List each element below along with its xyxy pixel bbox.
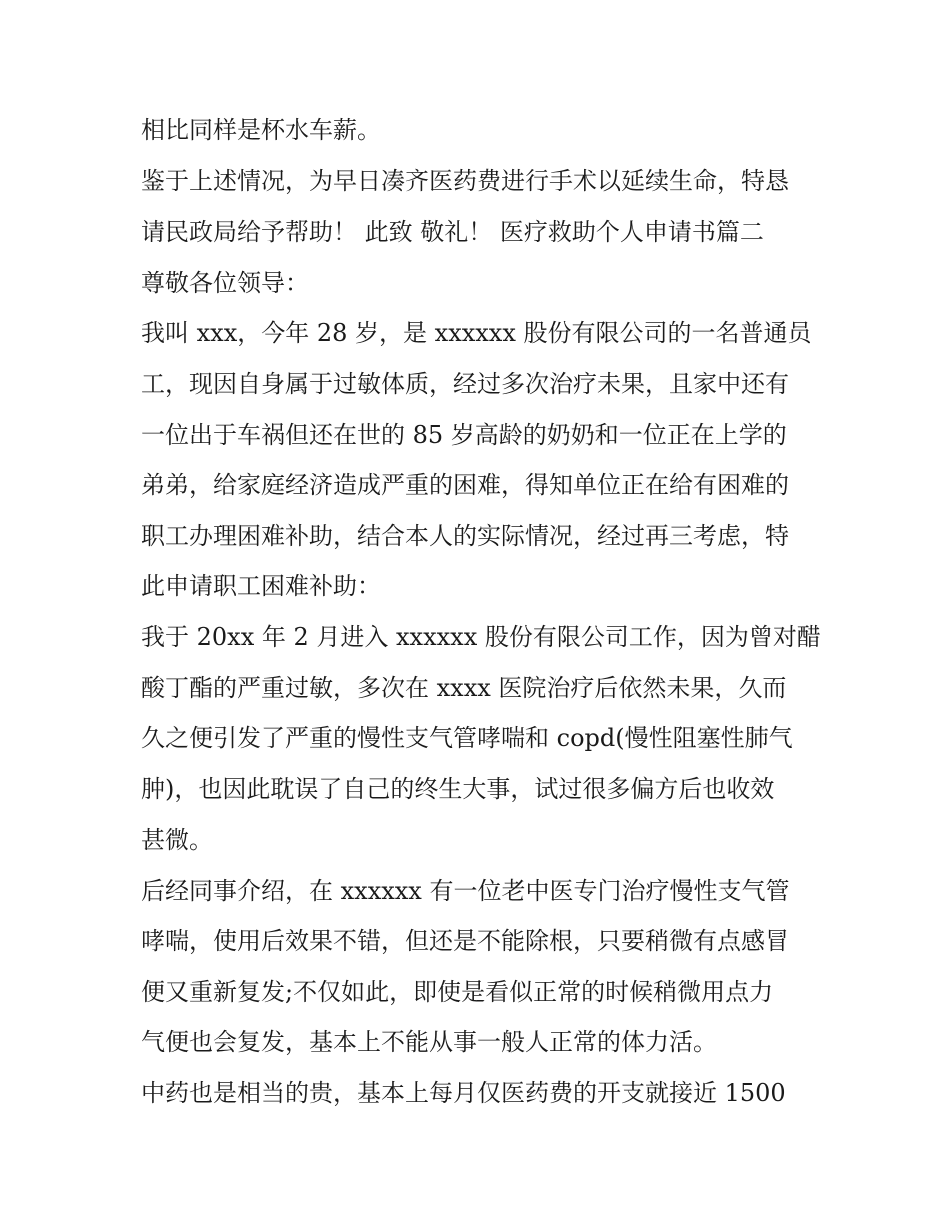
text-line: 工，现因自身属于过敏体质，经过多次治疗未果，且家中还有 — [141, 370, 789, 398]
text-line: 此申请职工困难补助： — [141, 572, 381, 600]
text-line: 中药也是相当的贵，基本上每月仅医药费的开支就接近 1500 — [141, 1079, 786, 1107]
text-line: 尊敬各位领导： — [141, 269, 309, 297]
text-line: 久之便引发了严重的慢性支气管哮喘和 copd(慢性阻塞性肺气 — [141, 724, 793, 752]
text-line: 鉴于上述情况，为早日凑齐医药费进行手术以延续生命，特恳 — [141, 167, 789, 195]
text-line: 肿)，也因此耽误了自己的终生大事，试过很多偏方后也收效 — [141, 775, 775, 803]
text-line: 后经同事介绍，在 xxxxxx 有一位老中医专门治疗慢性支气管 — [141, 877, 790, 905]
text-line: 一位出于车祸但还在世的 85 岁高龄的奶奶和一位正在上学的 — [141, 421, 787, 449]
text-line: 相比同样是杯水车薪。 — [141, 116, 381, 144]
text-line: 弟弟，给家庭经济造成严重的困难，得知单位正在给有困难的 — [141, 471, 789, 499]
text-line: 我于 20xx 年 2 月进入 xxxxxx 股份有限公司工作，因为曾对醋 — [141, 623, 821, 651]
text-line: 哮喘，使用后效果不错，但还是不能除根，只要稍微有点感冒 — [141, 927, 789, 955]
text-line: 请民政局给予帮助！ 此致 敬礼！ 医疗救助个人申请书篇二 — [141, 218, 764, 246]
text-line: 职工办理困难补助，结合本人的实际情况，经过再三考虑，特 — [141, 522, 789, 550]
text-line: 便又重新复发;不仅如此，即使是看似正常的时候稍微用点力 — [141, 978, 774, 1006]
text-line: 甚微。 — [141, 826, 213, 854]
text-line: 酸丁酯的严重过敏，多次在 xxxx 医院治疗后依然未果，久而 — [141, 674, 787, 702]
text-line: 我叫 xxx，今年 28 岁，是 xxxxxx 股份有限公司的一名普通员 — [141, 319, 812, 347]
text-line: 气便也会复发，基本上不能从事一般人正常的体力活。 — [141, 1028, 717, 1056]
